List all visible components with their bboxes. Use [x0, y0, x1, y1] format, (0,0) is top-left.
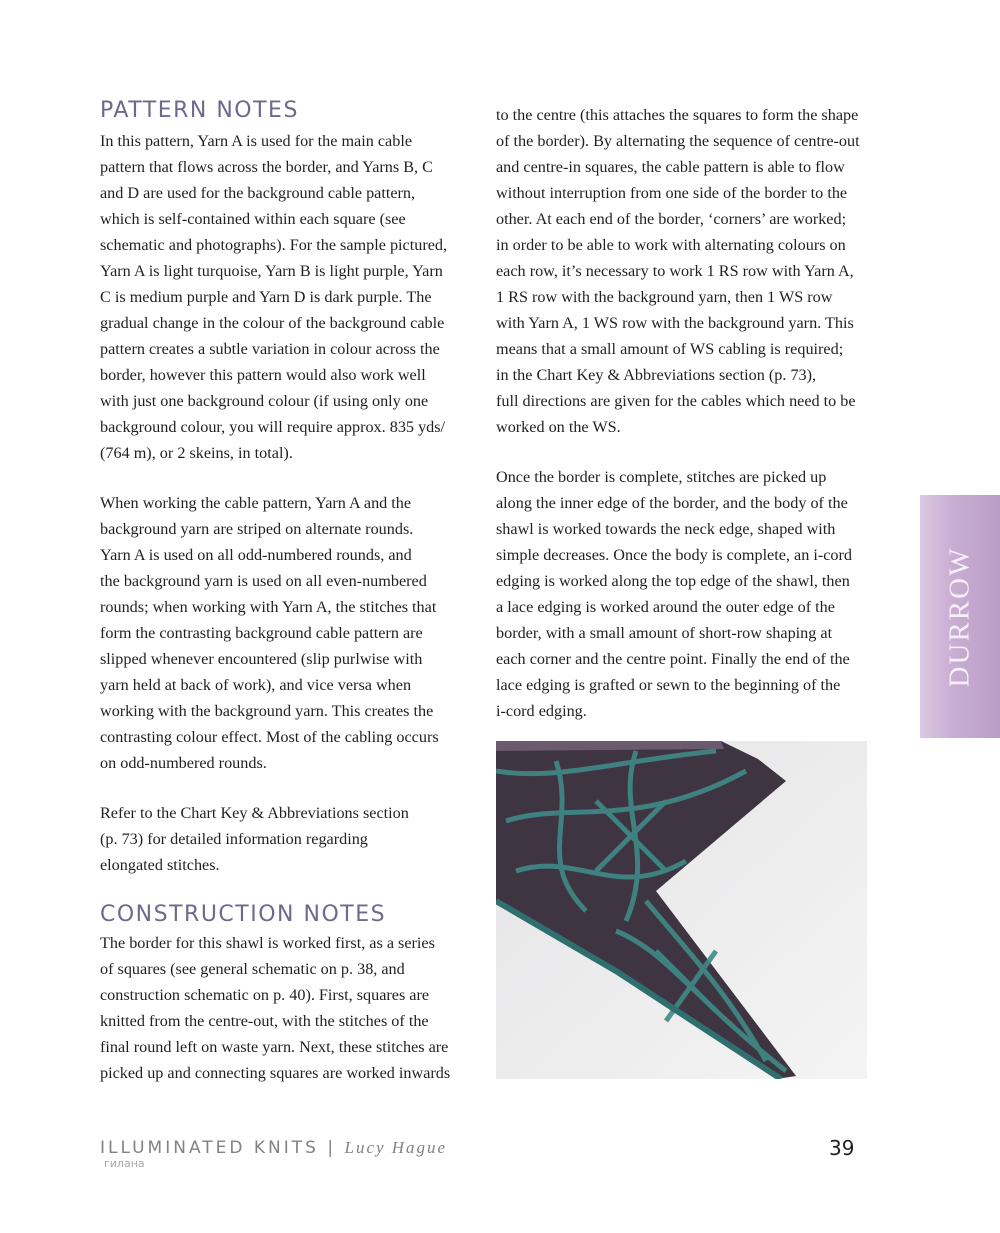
text-line: knitted from the centre-out, with the stitches of the — [100, 1012, 429, 1030]
book-title: ILLUMINATED KNITS — [100, 1138, 319, 1158]
text-line: shawl is worked towards the neck edge, shaped with — [496, 520, 836, 538]
text-line: the background yarn is used on all even-numbered — [100, 572, 427, 590]
text-line: (764 m), or 2 skeins, in total). — [100, 444, 293, 462]
text-line: slipped whenever encountered (slip purlwise with — [100, 650, 423, 668]
text-line: in the Chart Key & Abbreviations section (p. 73), — [496, 366, 817, 384]
text-line: border, however this pattern would also work well — [100, 366, 426, 384]
text-line: pattern that flows across the border, and Yarns B, C — [100, 158, 433, 176]
paragraph-pattern-yarns — [100, 128, 447, 466]
shawl-photo — [496, 741, 867, 1079]
text-line: of squares (see general schematic on p. 38, and — [100, 960, 405, 978]
text-line: 1 RS row with the background yarn, then 1 WS row — [496, 288, 833, 306]
heading-pattern-notes: PATTERN NOTES — [100, 98, 299, 123]
paragraph-cable-stripes — [100, 490, 439, 776]
text-line: border, with a small amount of short-row shaping at — [496, 624, 833, 642]
text-line: each corner and the centre point. Finally the end of the — [496, 650, 850, 668]
text-line: i-cord edging. — [496, 702, 587, 720]
text-line: full directions are given for the cables which need to be — [496, 392, 856, 410]
text-line: with just one background colour (if using only one — [100, 392, 429, 410]
text-line: and D are used for the background cable pattern, — [100, 184, 416, 202]
paragraph-border-construction — [100, 930, 450, 1086]
heading-construction-notes: CONSTRUCTION NOTES — [100, 902, 387, 927]
text-line: Yarn A is used on all odd-numbered rounds, and — [100, 546, 412, 564]
text-line: on odd-numbered rounds. — [100, 754, 267, 772]
text-line: edging is worked along the top edge of the shawl, then — [496, 572, 850, 590]
section-tab-durrow — [920, 495, 1000, 738]
paragraph-border-continued — [496, 102, 860, 440]
text-line: of the border). By alternating the sequence of centre-out — [496, 132, 860, 150]
text-line: contrasting colour effect. Most of the cabling occurs — [100, 728, 439, 746]
text-line: which is self-contained within each square (see — [100, 210, 406, 228]
text-line: background yarn are striped on alternate rounds. — [100, 520, 414, 538]
text-line: worked on the WS. — [496, 418, 621, 436]
text-line: background colour, you will require approx. 835 yds/ — [100, 418, 446, 436]
text-line: simple decreases. Once the body is complete, an i-cord — [496, 546, 852, 564]
text-line: lace edging is grafted or sewn to the beginning of the — [496, 676, 841, 694]
section-tab-label: DURROW — [943, 546, 976, 687]
watermark: гилана — [104, 1157, 145, 1170]
text-line: Refer to the Chart Key & Abbreviations section — [100, 804, 409, 822]
text-line: with Yarn A, 1 WS row with the background yarn. This — [496, 314, 854, 332]
text-line: a lace edging is worked around the outer edge of the — [496, 598, 835, 616]
text-line: in order to be able to work with alternating colours on — [496, 236, 846, 254]
text-line: yarn held at back of work), and vice versa when — [100, 676, 412, 694]
text-line: (p. 73) for detailed information regarding — [100, 830, 368, 848]
text-line: along the inner edge of the border, and the body of the — [496, 494, 848, 512]
text-line: Yarn A is light turquoise, Yarn B is light purple, Yarn — [100, 262, 443, 280]
text-line: Once the border is complete, stitches are picked up — [496, 468, 827, 486]
text-line: In this pattern, Yarn A is used for the main cable — [100, 132, 413, 150]
text-line: final round left on waste yarn. Next, these stitches are — [100, 1038, 449, 1056]
text-line: form the contrasting background cable pattern are — [100, 624, 423, 642]
text-line: pattern creates a subtle variation in colour across the — [100, 340, 440, 358]
text-line: other. At each end of the border, ‘corners’ are worked; — [496, 210, 847, 228]
text-line: The border for this shawl is worked first, as a series — [100, 934, 435, 952]
text-line: construction schematic on p. 40). First, squares are — [100, 986, 430, 1004]
text-line: means that a small amount of WS cabling is required; — [496, 340, 844, 358]
text-line: schematic and photographs). For the sample pictured, — [100, 236, 448, 254]
page-number: 39 — [829, 1136, 855, 1160]
text-line: and centre-in squares, the cable pattern is able to flow — [496, 158, 845, 176]
text-line: picked up and connecting squares are worked inwards — [100, 1064, 451, 1082]
text-line: elongated stitches. — [100, 856, 220, 874]
text-line: gradual change in the colour of the background cable — [100, 314, 445, 332]
footer-separator: | — [327, 1138, 337, 1158]
footer-running-title — [100, 1138, 447, 1158]
text-line: When working the cable pattern, Yarn A and the — [100, 494, 412, 512]
paragraph-body-and-edging — [496, 464, 852, 724]
text-line: without interruption from one side of the border to the — [496, 184, 848, 202]
text-line: working with the background yarn. This creates the — [100, 702, 434, 720]
author-name: Lucy Hague — [344, 1138, 448, 1157]
text-line: to the centre (this attaches the squares to form the shape — [496, 106, 859, 124]
text-line: C is medium purple and Yarn D is dark purple. The — [100, 288, 432, 306]
paragraph-chart-key-reference — [100, 800, 409, 878]
text-line: each row, it’s necessary to work 1 RS row with Yarn A, — [496, 262, 854, 280]
text-line: rounds; when working with Yarn A, the stitches that — [100, 598, 437, 616]
